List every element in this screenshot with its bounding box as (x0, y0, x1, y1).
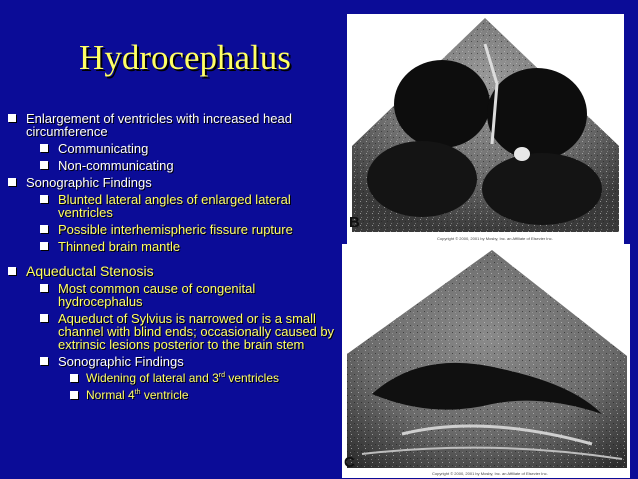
bullet-blunted-angles: Blunted lateral angles of enlarged lateral ventricles (8, 193, 338, 219)
bullet-list (8, 112, 338, 406)
panel-label-b: B (349, 214, 360, 231)
bullet-square-icon (40, 161, 48, 169)
bullet-square-icon (40, 242, 48, 250)
bullet-square-icon (40, 284, 48, 292)
bullet-communicating: Communicating (8, 142, 338, 155)
ultrasound-c-graphic (342, 244, 630, 478)
bullet-square-icon (70, 374, 78, 382)
bullet-common-cause: Most common cause of congenital hydrocephalus (8, 282, 338, 308)
bullet-square-icon (40, 225, 48, 233)
bullet-non-communicating: Non-communicating (8, 159, 338, 172)
bullet-enlargement: Enlargement of ventricles with increased head circumference (8, 112, 338, 138)
bullet-square-icon (8, 178, 16, 186)
bullet-aqueductal-stenosis: Aqueductal Stenosis (8, 265, 338, 278)
bullet-normal-fourth-ventricle: Normal 4th ventricle (8, 389, 338, 402)
bullet-aqueduct-sylvius: Aqueduct of Sylvius is narrowed or is a small channel with blind ends; occasionally caused by extrinsic lesions posterior to the brain stem (8, 312, 338, 351)
ultrasound-b-graphic (347, 14, 624, 245)
bullet-square-icon (40, 195, 48, 203)
bullet-sonographic-findings-2: Sonographic Findings (8, 355, 338, 368)
bullet-square-icon (70, 391, 78, 399)
bullet-square-icon (40, 314, 48, 322)
slide-title: Hydrocephalus (79, 38, 291, 77)
bullet-square-icon (8, 267, 16, 275)
ultrasound-image-c (342, 244, 630, 478)
panel-label-c: C (344, 454, 355, 471)
bullet-square-icon (8, 114, 16, 122)
copyright-b: Copyright © 2000, 2001 by Mosby, Inc. an Affiliate of Elsevier Inc. (437, 236, 553, 241)
bullet-fissure-rupture: Possible interhemispheric fissure rupture (8, 223, 338, 236)
copyright-c: Copyright © 2000, 2001 by Mosby, Inc. an Affiliate of Elsevier Inc. (432, 471, 548, 476)
bullet-widening-ventricles: Widening of lateral and 3rd ventricles (8, 372, 338, 385)
bullet-square-icon (40, 144, 48, 152)
bullet-square-icon (40, 357, 48, 365)
ultrasound-image-b (347, 14, 624, 245)
bullet-thinned-mantle: Thinned brain mantle (8, 240, 338, 253)
bullet-sonographic-findings: Sonographic Findings (8, 176, 338, 189)
